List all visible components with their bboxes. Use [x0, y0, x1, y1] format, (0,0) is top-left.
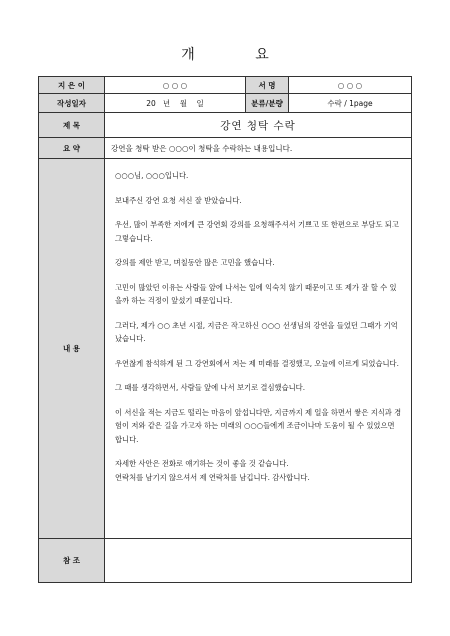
document-title: 개 요: [181, 47, 297, 63]
content-paragraph: 보내주신 강연 요청 서신 잘 받았습니다.: [115, 195, 242, 205]
signature-label: 서 명: [246, 77, 289, 94]
content-paragraph: 우선, 많이 부족한 저에게 큰 강연회 강의를 요청해주셔서 기쁘고 또 한편으로 부담도 되고 그렇습니다.: [115, 220, 399, 243]
summary-value: 강연을 청탁 받은 ○○○이 청탁을 수락하는 내용입니다.: [105, 138, 412, 159]
content-paragraph: 이 서신을 적는 지금도 떨리는 마음이 앞섭니다만, 지금까지 제 일을 하면서 쌓은 지식과 경험이 저와 같은 길을 가고자 하는 미래의 ○○○들에게 조금이나마 도움이 될 수 있었으면 합니다.: [115, 407, 402, 444]
subject-label: 제 목: [39, 113, 105, 138]
signature-value: ○ ○ ○: [289, 77, 412, 94]
subject-value: 강연 청탁 수락: [105, 113, 412, 138]
content-paragraph: 자세한 사안은 전화로 얘기하는 것이 좋을 것 같습니다.: [115, 459, 289, 468]
summary-form-table: [38, 76, 412, 583]
content-paragraph: 우연찮게 참석하게 된 그 강연회에서 저는 제 미래를 결정했고, 오늘에 이르게 되었습니다.: [115, 358, 399, 368]
category-label: 분류/분량: [246, 94, 289, 113]
content-body: [105, 159, 412, 539]
reference-value: [105, 539, 412, 583]
date-value: 20 년 월 일: [105, 94, 246, 113]
author-label: 지 은 이: [39, 77, 105, 94]
content-paragraph: ○○○님, ○○○입니다.: [115, 171, 189, 180]
date-label: 작성일자: [39, 94, 105, 113]
content-paragraph: 그 때를 생각하면서, 사람들 앞에 나서 보기로 결심했습니다.: [115, 383, 306, 392]
reference-label: 참 조: [39, 539, 105, 583]
author-value: ○ ○ ○: [105, 77, 246, 94]
content-paragraph: 강의를 제안 받고, 며칠동안 많은 고민을 했습니다.: [115, 258, 275, 267]
content-paragraph: 연락처를 남기지 않으셔서 제 연락처를 남깁니다. 감사합니다.: [115, 472, 310, 482]
category-value: 수락 / 1page: [289, 94, 412, 113]
content-paragraph: 고민이 많았던 이유는 사람들 앞에 나서는 일에 익숙치 않기 때문이고 또 제가 잘 할 수 있을까 하는 걱정이 앞섰기 때문입니다.: [115, 282, 397, 305]
content-paragraph: 그러다, 제가 ○○ 초년 시절, 지금은 작고하신 ○○○ 선생님의 강연을 들었던 그때가 기억났습니다.: [115, 320, 398, 343]
content-label: 내 용: [39, 159, 105, 539]
summary-label: 요 약: [39, 138, 105, 159]
